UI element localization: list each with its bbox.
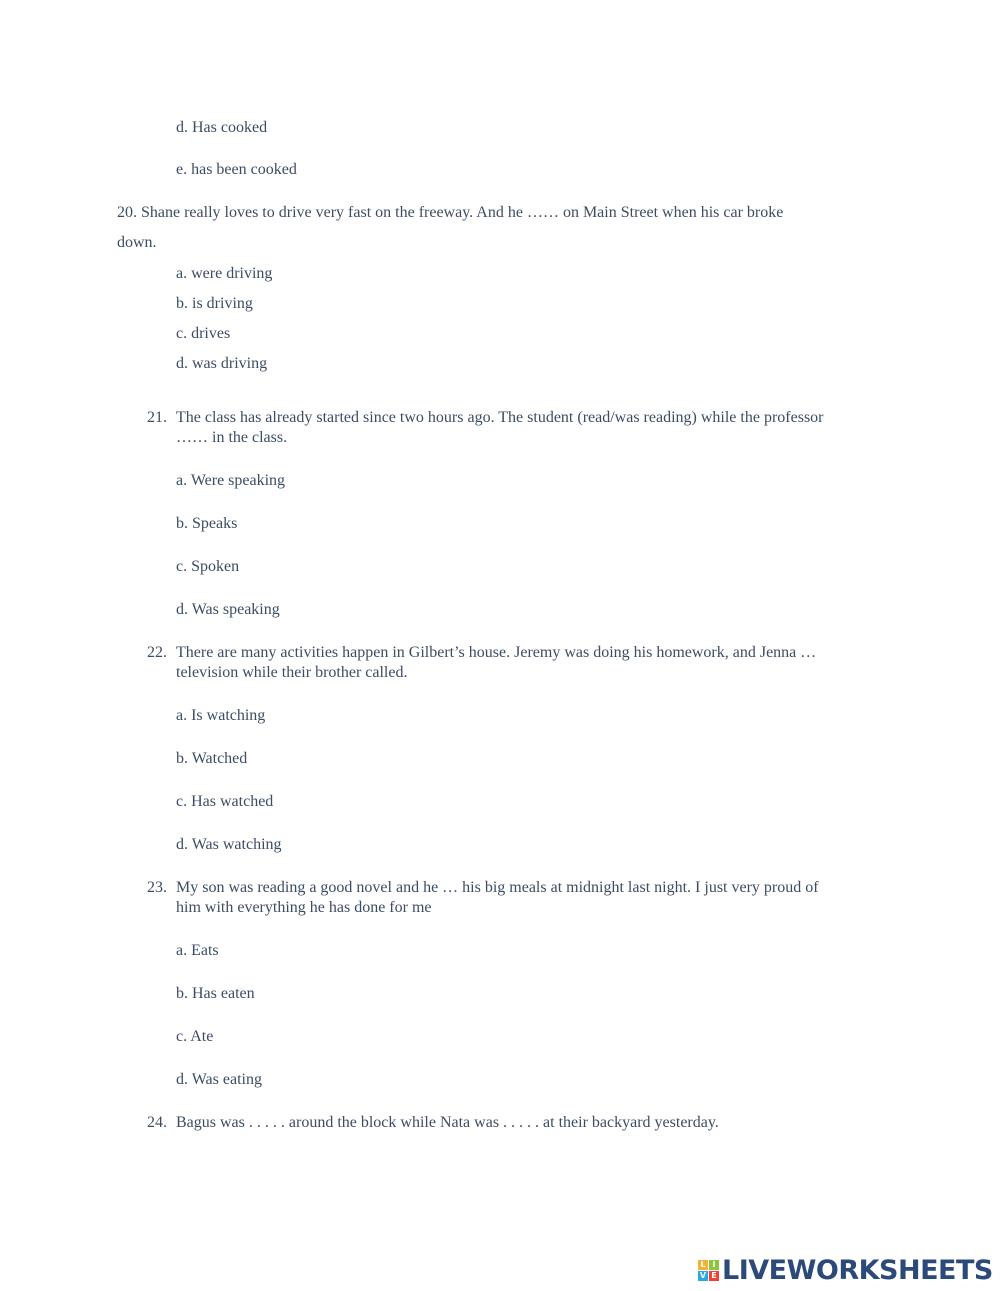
logo-box-v: V — [699, 1270, 707, 1280]
question-22-number: 22. — [147, 644, 167, 661]
q20-option-a: a. were driving — [176, 265, 273, 282]
question-23-text: My son was reading a good novel and he … his big meals at midnight last night. I just very proud of — [176, 879, 819, 896]
q22-option-b: b. Watched — [176, 750, 248, 767]
q23-option-a: a. Eats — [176, 942, 219, 959]
question-24-text: Bagus was . . . . . around the block while Nata was . . . . . at their backyard yesterday. — [176, 1114, 719, 1131]
q22-option-c: c. Has watched — [176, 793, 274, 810]
question-21-text: The class has already started since two hours ago. The student (read/was reading) while the professor — [176, 409, 824, 426]
option-e-has-been-cooked: e. has been cooked — [176, 161, 297, 178]
logo-box-e: E — [709, 1271, 719, 1281]
logo-box-l: L — [698, 1260, 708, 1270]
liveworksheets-logo — [698, 1255, 993, 1285]
q20-option-c: c. drives — [176, 325, 231, 342]
question-21-number: 21. — [147, 409, 167, 426]
question-22-text-cont: television while their brother called. — [176, 664, 408, 681]
question-24-number: 24. — [147, 1114, 167, 1131]
q20-option-b: b. is driving — [176, 295, 253, 312]
logo-box-i: I — [709, 1260, 719, 1270]
q21-option-d: d. Was speaking — [176, 601, 280, 618]
logo-icon — [698, 1260, 719, 1281]
q21-option-c: c. Spoken — [176, 558, 240, 575]
q21-option-b: b. Speaks — [176, 515, 238, 532]
question-21-text-cont: …… in the class. — [176, 429, 288, 446]
question-22-text: There are many activities happen in Gilbert’s house. Jeremy was doing his homework, and Jenna … — [176, 644, 817, 661]
q23-option-b: b. Has eaten — [176, 985, 255, 1002]
q20-option-d: d. was driving — [176, 355, 268, 372]
logo-text: LIVEWORKSHEETS — [722, 1254, 993, 1286]
question-23-text-cont: him with everything he has done for me — [176, 899, 432, 916]
q22-option-d: d. Was watching — [176, 836, 282, 853]
option-d-has-cooked: d. Has cooked — [176, 119, 268, 136]
q23-option-c: c. Ate — [176, 1028, 214, 1045]
question-20-text-cont: down. — [117, 234, 157, 251]
q23-option-d: d. Was eating — [176, 1071, 262, 1088]
q22-option-a: a. Is watching — [176, 707, 266, 724]
question-23-number: 23. — [147, 879, 167, 896]
q21-option-a: a. Were speaking — [176, 472, 286, 489]
question-20-text: 20. Shane really loves to drive very fast on the freeway. And he …… on Main Street when his car broke — [117, 204, 784, 221]
